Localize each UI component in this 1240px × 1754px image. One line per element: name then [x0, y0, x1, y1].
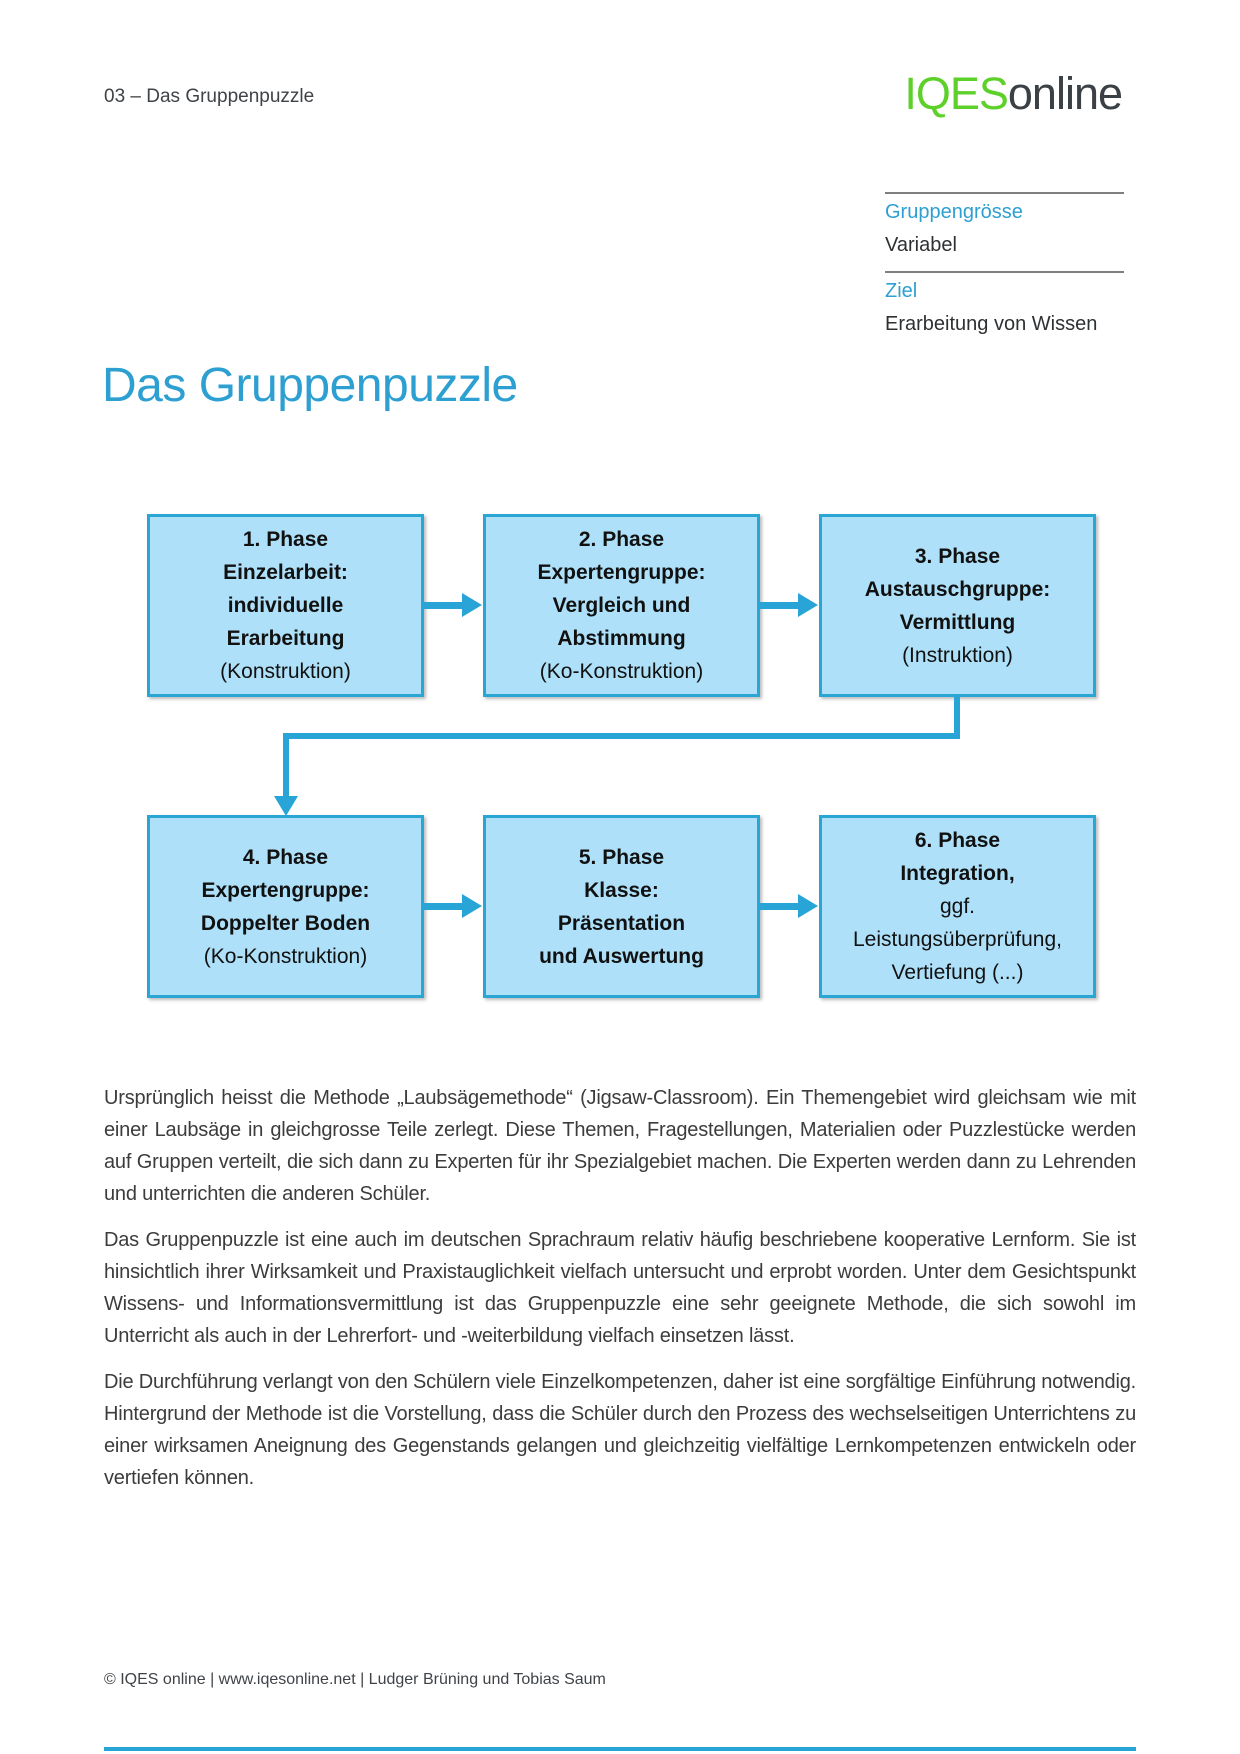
logo-iqes-text: IQES	[904, 68, 1008, 119]
phase-box-line: 6. Phase	[914, 829, 1001, 852]
phase-box-line: Abstimmung	[557, 627, 686, 650]
phase-box-line: Expertengruppe:	[537, 561, 706, 584]
phase-box-line: ggf.	[939, 895, 976, 918]
arrow-right-icon	[760, 903, 800, 910]
arrow-down-head-icon	[274, 796, 298, 816]
arrow-right-head-icon	[462, 593, 482, 617]
phase-box-line: Leistungsüberprüfung,	[853, 928, 1062, 951]
phase-box-line: und Auswertung	[539, 944, 704, 968]
phase-box-line: 3. Phase	[914, 544, 1001, 568]
phase-box-line: (Konstruktion)	[220, 660, 351, 683]
arrow-right-icon	[760, 602, 800, 609]
phase-box-line: (Ko-Konstruktion)	[539, 660, 704, 683]
phase-box-line: (Ko-Konstruktion)	[203, 944, 368, 968]
phase-box-line: Expertengruppe:	[201, 878, 370, 902]
elbow-connector	[283, 733, 289, 797]
phase-box-line: (Instruktion)	[902, 643, 1013, 667]
footer-rule	[104, 1747, 1136, 1751]
phase-box-2	[483, 514, 760, 697]
phase-box-line: Austauschgruppe:	[864, 577, 1051, 601]
body-paragraph-1: Ursprünglich heisst die Methode „Laubsägemethode“ (Jigsaw-Classroom). Ein Themengebiet wird gleichsam wie mit einer Laubsäge in gleichgrosse Teile zerlegt. Diese Themen, Fragestellungen, Materialien oder Puzzlestücke werden auf Gruppen verteilt, die sich dann zu Experten für ihr Spezialgebiet machen. Die Experten werden dann zu Lehrenden und unterrichten die anderen Schüler.	[104, 1087, 1136, 1205]
phase-box-line: 1. Phase	[242, 528, 329, 551]
phase-box-3	[819, 514, 1096, 697]
phase-box-line: 5. Phase	[578, 845, 665, 869]
arrow-right-icon	[424, 903, 464, 910]
elbow-connector	[283, 733, 960, 739]
phase-box-5	[483, 815, 760, 998]
phase-box-line: Erarbeitung	[226, 627, 345, 650]
page-title: Das Gruppenpuzzle	[102, 359, 518, 412]
phase-box-line: 2. Phase	[578, 528, 665, 551]
phase-box-6	[819, 815, 1096, 998]
phase-box-line: individuelle	[227, 594, 344, 617]
phase-box-line: Vertiefung (...)	[891, 961, 1024, 984]
document-ref: 03 – Das Gruppenpuzzle	[104, 86, 315, 107]
phase-box-line: 4. Phase	[242, 845, 329, 869]
info-label-groupsize: Gruppengrösse	[885, 201, 1023, 223]
arrow-right-head-icon	[462, 894, 482, 918]
phase-box-line: Klasse:	[584, 878, 659, 902]
phase-box-line: Vermittlung	[899, 610, 1016, 634]
body-paragraph-2: Das Gruppenpuzzle ist eine auch im deutschen Sprachraum relativ häufig beschriebene kooperative Lernform. Sie ist hinsichtlich ihrer Wirksamkeit und Praxistauglichkeit vielfach untersucht und erprobt worden. Unter dem Gesichtspunkt Wissens- und Informationsvermittlung ist das Gruppenpuzzle eine sehr geeignete Methode, die sich sowohl im Unterricht als auch in der Lehrerfort- und -weiterbildung vielfach einsetzen lässt.	[104, 1229, 1136, 1347]
arrow-right-icon	[424, 602, 464, 609]
page-footer: © IQES online | www.iqesonline.net | Ludger Brüning und Tobias Saum	[104, 1671, 606, 1688]
body-text	[104, 1082, 1136, 1508]
phase-box-line: Vergleich und	[552, 594, 691, 617]
arrow-right-head-icon	[798, 894, 818, 918]
phase-box-line: Präsentation	[557, 911, 686, 935]
body-paragraph-3: Die Durchführung verlangt von den Schülern viele Einzelkompetenzen, daher ist eine sorgfältige Einführung notwendig. Hintergrund der Methode ist die Vorstellung, dass die Schüler durch den Prozess des wechselseitigen Unterrichtens zu einer wirksamen Aneignung des Gegenstands gelangen und gleichzeitig vielfältige Lernkompetenzen entwickeln oder vertiefen können.	[104, 1371, 1136, 1489]
phase-box-line: Einzelarbeit:	[223, 561, 348, 584]
info-label-goal: Ziel	[885, 280, 918, 302]
arrow-right-head-icon	[798, 593, 818, 617]
info-value-goal: Erarbeitung von Wissen	[885, 313, 1098, 335]
logo-online-text: online	[1007, 68, 1122, 119]
phase-box-1	[147, 514, 424, 697]
phase-box-line: Doppelter Boden	[200, 911, 371, 935]
info-value-groupsize: Variabel	[885, 234, 957, 256]
phase-box-4	[147, 815, 424, 998]
phase-box-line: Integration,	[900, 862, 1015, 885]
